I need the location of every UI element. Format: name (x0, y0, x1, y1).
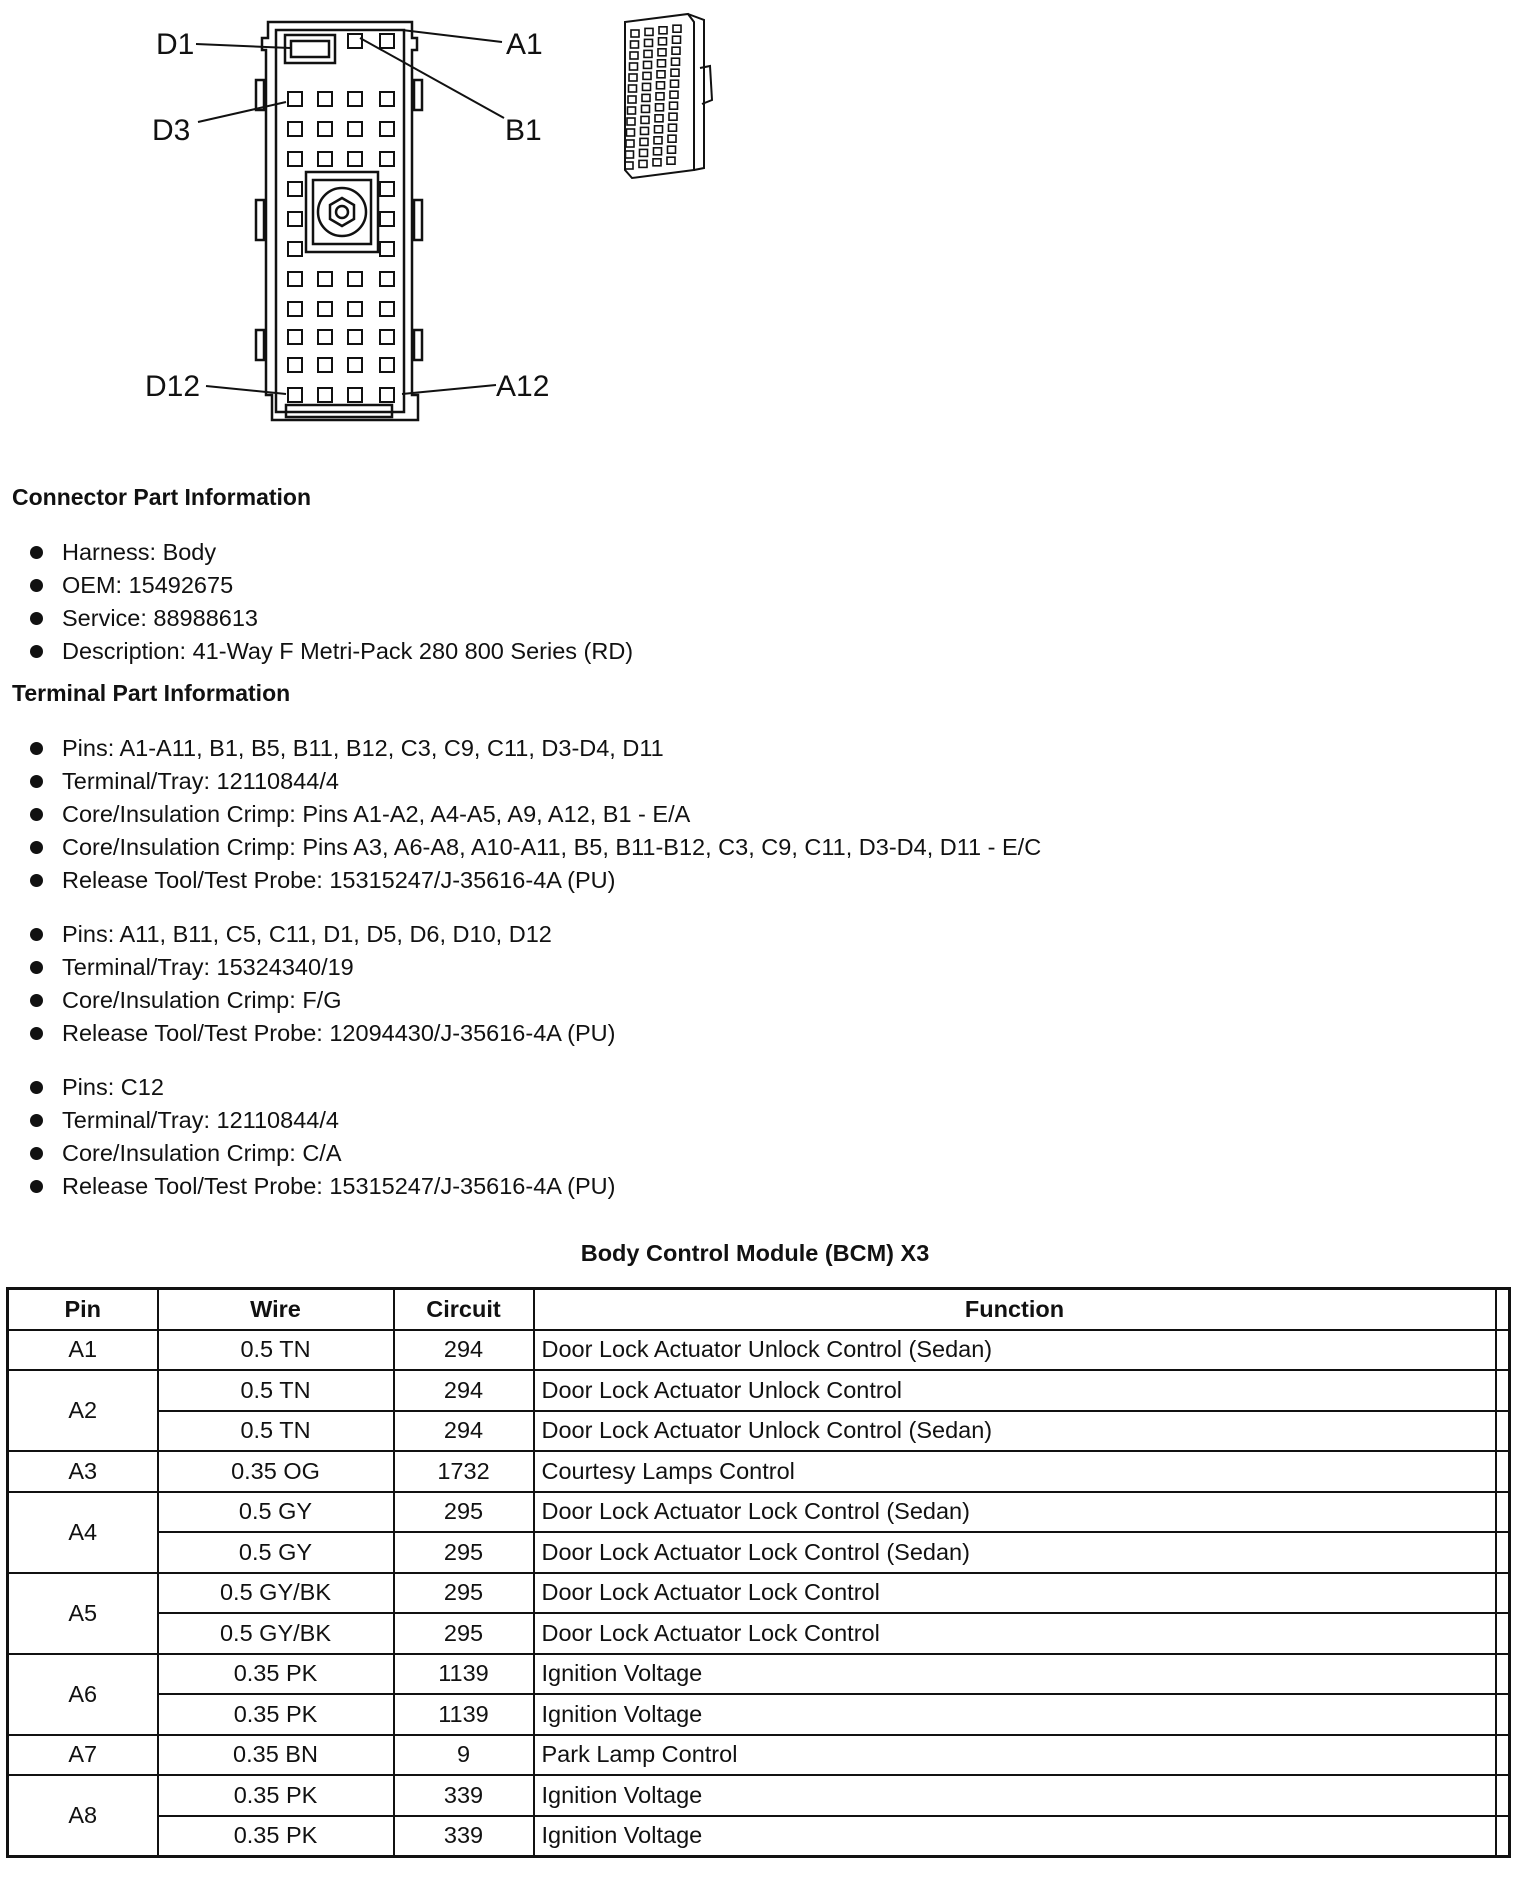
wire-cell: 0.35 PK (158, 1654, 394, 1695)
pin-cell: A5 (8, 1573, 158, 1654)
cavity (288, 388, 302, 402)
iso-cavity (641, 116, 649, 123)
label-d3: D3 (152, 114, 191, 147)
list-item: Core/Insulation Crimp: Pins A1-A2, A4-A5, A9, A12, B1 - E/A (28, 798, 1041, 831)
connector-iso-view (625, 14, 712, 178)
cavity (288, 358, 302, 372)
circuit-cell: 339 (394, 1775, 534, 1816)
cavity (380, 330, 394, 344)
iso-cavity (640, 149, 648, 156)
spacer-cell (1496, 1654, 1510, 1695)
cavity (380, 388, 394, 402)
cavity (380, 92, 394, 106)
iso-cavity (672, 47, 680, 54)
circuit-cell: 294 (394, 1411, 534, 1452)
iso-cavity (627, 129, 635, 136)
iso-cavity (626, 140, 634, 147)
function-cell: Park Lamp Control (534, 1735, 1496, 1776)
list-item: Release Tool/Test Probe: 12094430/J-35616-4A (PU) (28, 1017, 615, 1050)
wire-cell: 0.5 GY/BK (158, 1613, 394, 1654)
list-item: Core/Insulation Crimp: C/A (28, 1137, 615, 1170)
cavity (318, 388, 332, 402)
iso-cavity (643, 72, 651, 79)
iso-cavity (670, 102, 678, 109)
iso-cavity (654, 148, 662, 155)
cavity (318, 272, 332, 286)
circuit-cell: 9 (394, 1735, 534, 1776)
cavity (380, 302, 394, 316)
iso-cavity (630, 52, 638, 59)
wire-cell: 0.35 OG (158, 1451, 394, 1492)
iso-cavity (629, 85, 637, 92)
circuit-cell: 339 (394, 1816, 534, 1857)
spacer-cell (1496, 1532, 1510, 1573)
cavity (380, 242, 394, 256)
iso-cavity (668, 146, 676, 153)
spacer-cell (1496, 1330, 1510, 1371)
cavity (380, 182, 394, 196)
iso-cavity (658, 49, 666, 56)
spacer-cell (1496, 1775, 1510, 1816)
iso-cavity (640, 138, 648, 145)
iso-cavity (659, 27, 667, 34)
cavity (348, 388, 362, 402)
list-item: Description: 41-Way F Metri-Pack 280 800 Series (RD) (28, 635, 633, 668)
iso-cavity (625, 162, 633, 169)
iso-cavity (644, 61, 652, 68)
list-item: Pins: A11, B11, C5, C11, D1, D5, D6, D10, D12 (28, 918, 615, 951)
cavity (348, 92, 362, 106)
list-item: Release Tool/Test Probe: 15315247/J-35616-4A (PU) (28, 1170, 615, 1203)
iso-cavity (671, 80, 679, 87)
label-a1: A1 (506, 28, 543, 61)
table-row (8, 1654, 1510, 1695)
iso-cavity (656, 93, 664, 100)
pin-cell: A4 (8, 1492, 158, 1573)
iso-cavity (653, 159, 661, 166)
cavity (318, 358, 332, 372)
spacer-cell (1496, 1451, 1510, 1492)
iso-cavity (631, 30, 639, 37)
wire-cell: 0.5 GY (158, 1532, 394, 1573)
iso-cavity (673, 36, 681, 43)
label-d1: D1 (156, 28, 195, 61)
table-row (8, 1330, 1510, 1371)
wire-cell: 0.5 TN (158, 1411, 394, 1452)
iso-cavity (642, 105, 650, 112)
list-item: OEM: 15492675 (28, 569, 633, 602)
iso-cavity (644, 50, 652, 57)
iso-cavity (659, 38, 667, 45)
table-header-row (8, 1289, 1510, 1330)
function-cell: Door Lock Actuator Unlock Control (Sedan) (534, 1411, 1496, 1452)
list-item: Harness: Body (28, 536, 633, 569)
wire-cell: 0.5 GY (158, 1492, 394, 1533)
table-row (8, 1816, 1510, 1857)
table-row (8, 1735, 1510, 1776)
cavity (318, 330, 332, 344)
circuit-cell: 294 (394, 1370, 534, 1411)
connector-face (256, 22, 422, 420)
cavity (348, 302, 362, 316)
cavity (288, 212, 302, 226)
function-cell: Ignition Voltage (534, 1694, 1496, 1735)
list-item: Terminal/Tray: 15324340/19 (28, 951, 615, 984)
list-item: Service: 88988613 (28, 602, 633, 635)
iso-cavity (643, 83, 651, 90)
spacer-cell (1496, 1411, 1510, 1452)
iso-cavity (629, 74, 637, 81)
header-circuit: Circuit (394, 1289, 534, 1330)
cavity (288, 92, 302, 106)
label-a12: A12 (496, 370, 550, 403)
table-row (8, 1370, 1510, 1411)
cavity (348, 272, 362, 286)
connector-diagram (0, 0, 820, 440)
iso-cavity (657, 82, 665, 89)
pin-cell: A8 (8, 1775, 158, 1857)
cavity (380, 152, 394, 166)
circuit-cell: 1139 (394, 1654, 534, 1695)
function-cell: Door Lock Actuator Unlock Control (Sedan) (534, 1330, 1496, 1371)
iso-cavity (658, 60, 666, 67)
iso-cavity (626, 151, 634, 158)
circuit-cell: 1732 (394, 1451, 534, 1492)
table-row (8, 1573, 1510, 1614)
list-item: Terminal/Tray: 12110844/4 (28, 765, 1041, 798)
wire-cell: 0.35 PK (158, 1816, 394, 1857)
iso-cavity (645, 28, 653, 35)
circuit-cell: 295 (394, 1492, 534, 1533)
spacer-cell (1496, 1573, 1510, 1614)
iso-cavity (669, 113, 677, 120)
function-cell: Door Lock Actuator Lock Control (534, 1613, 1496, 1654)
iso-cavity (669, 124, 677, 131)
pin-cell: A1 (8, 1330, 158, 1371)
list-item: Pins: A1-A11, B1, B5, B11, B12, C3, C9, C11, D3-D4, D11 (28, 732, 1041, 765)
terminal-group-2 (28, 918, 615, 1050)
iso-cavity (670, 91, 678, 98)
pin-cell: A2 (8, 1370, 158, 1451)
wire-cell: 0.35 PK (158, 1694, 394, 1735)
table-row (8, 1492, 1510, 1533)
table-title: Body Control Module (BCM) X3 (580, 1240, 930, 1266)
header-wire: Wire (158, 1289, 394, 1330)
cavity (348, 152, 362, 166)
table-row (8, 1411, 1510, 1452)
iso-cavity (628, 107, 636, 114)
cavity (288, 122, 302, 136)
list-item: Core/Insulation Crimp: F/G (28, 984, 615, 1017)
spacer-cell (1496, 1370, 1510, 1411)
terminal-group-1 (28, 732, 1041, 897)
cavity (318, 152, 332, 166)
cavity (288, 242, 302, 256)
cavity (288, 302, 302, 316)
cavity (288, 152, 302, 166)
function-cell: Door Lock Actuator Lock Control (534, 1573, 1496, 1614)
table-row (8, 1775, 1510, 1816)
function-cell: Door Lock Actuator Unlock Control (534, 1370, 1496, 1411)
iso-cavity (668, 135, 676, 142)
header-spacer (1496, 1289, 1510, 1330)
table-row (8, 1694, 1510, 1735)
connector-part-heading: Connector Part Information (12, 484, 312, 510)
iso-cavity (639, 160, 647, 167)
cavity (380, 212, 394, 226)
circuit-cell: 1139 (394, 1694, 534, 1735)
cavity (348, 34, 362, 48)
cavity (288, 182, 302, 196)
circuit-cell: 295 (394, 1532, 534, 1573)
table-row (8, 1451, 1510, 1492)
function-cell: Ignition Voltage (534, 1816, 1496, 1857)
table-row (8, 1532, 1510, 1573)
terminal-part-heading: Terminal Part Information (12, 680, 291, 706)
function-cell: Courtesy Lamps Control (534, 1451, 1496, 1492)
cavity (288, 330, 302, 344)
connector-part-list (28, 536, 633, 668)
iso-cavity (642, 94, 650, 101)
wire-cell: 0.5 TN (158, 1370, 394, 1411)
iso-cavity (631, 41, 639, 48)
iso-cavity (627, 118, 635, 125)
wire-cell: 0.35 BN (158, 1735, 394, 1776)
function-cell: Ignition Voltage (534, 1654, 1496, 1695)
list-item: Terminal/Tray: 12110844/4 (28, 1104, 615, 1137)
circuit-cell: 294 (394, 1330, 534, 1371)
iso-cavity (655, 115, 663, 122)
iso-cavity (673, 25, 681, 32)
pinout-table (6, 1287, 1511, 1858)
function-cell: Ignition Voltage (534, 1775, 1496, 1816)
header-function: Function (534, 1289, 1496, 1330)
function-cell: Door Lock Actuator Lock Control (Sedan) (534, 1532, 1496, 1573)
iso-cavity (628, 96, 636, 103)
wire-cell: 0.5 GY/BK (158, 1573, 394, 1614)
cavity (380, 34, 394, 48)
pin-cell: A7 (8, 1735, 158, 1776)
cavity (380, 122, 394, 136)
iso-cavity (641, 127, 649, 134)
wire-cell: 0.5 TN (158, 1330, 394, 1371)
terminal-group-3 (28, 1071, 615, 1203)
wire-cell: 0.35 PK (158, 1775, 394, 1816)
cavity (318, 92, 332, 106)
pin-cell: A3 (8, 1451, 158, 1492)
cavity (348, 330, 362, 344)
list-item: Pins: C12 (28, 1071, 615, 1104)
iso-cavity (671, 69, 679, 76)
header-pin: Pin (8, 1289, 158, 1330)
spacer-cell (1496, 1613, 1510, 1654)
iso-cavity (645, 39, 653, 46)
cavity (318, 122, 332, 136)
label-d12: D12 (145, 370, 201, 403)
cavity (348, 122, 362, 136)
cavity (380, 272, 394, 286)
cavity (288, 272, 302, 286)
label-b1: B1 (505, 114, 542, 147)
spacer-cell (1496, 1816, 1510, 1857)
cavity (380, 358, 394, 372)
circuit-cell: 295 (394, 1573, 534, 1614)
table-row (8, 1613, 1510, 1654)
iso-cavity (672, 58, 680, 65)
spacer-cell (1496, 1492, 1510, 1533)
iso-cavity (657, 71, 665, 78)
function-cell: Door Lock Actuator Lock Control (Sedan) (534, 1492, 1496, 1533)
iso-cavity (654, 137, 662, 144)
spacer-cell (1496, 1694, 1510, 1735)
list-item: Release Tool/Test Probe: 15315247/J-35616-4A (PU) (28, 864, 1041, 897)
iso-cavity (630, 63, 638, 70)
cavity (318, 302, 332, 316)
iso-cavity (656, 104, 664, 111)
pin-cell: A6 (8, 1654, 158, 1735)
iso-cavity (667, 157, 675, 164)
iso-cavity (655, 126, 663, 133)
cavity (348, 358, 362, 372)
spacer-cell (1496, 1735, 1510, 1776)
list-item: Core/Insulation Crimp: Pins A3, A6-A8, A10-A11, B5, B11-B12, C3, C9, C11, D3-D4, D11 - E/C (28, 831, 1041, 864)
circuit-cell: 295 (394, 1613, 534, 1654)
